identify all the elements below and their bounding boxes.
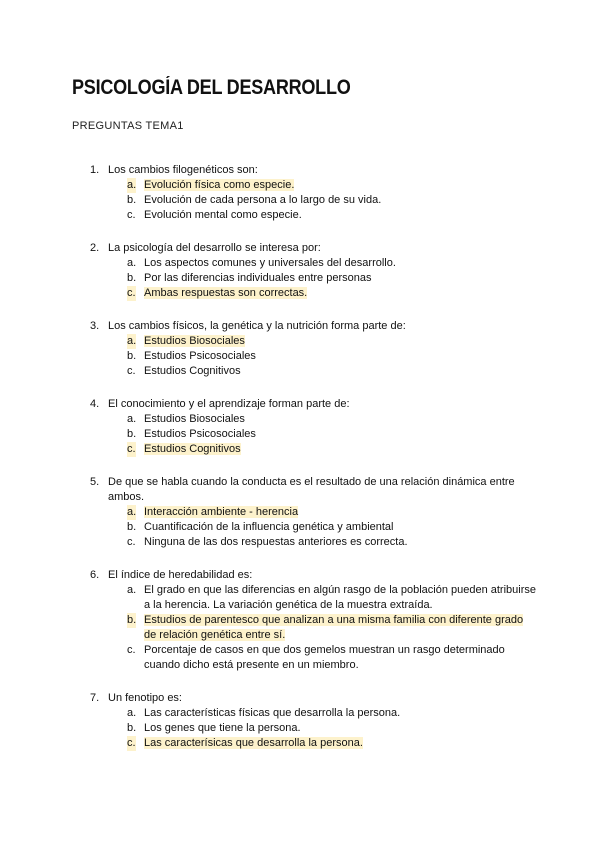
question-number: 7. bbox=[90, 692, 100, 704]
option-letter: a. bbox=[127, 257, 137, 269]
answer-option bbox=[0, 208, 600, 223]
answer-option bbox=[0, 643, 600, 673]
option-text: Estudios Cognitivos bbox=[144, 443, 241, 455]
option-text: Las caracterísicas que desarrolla la persona. bbox=[144, 737, 363, 749]
option-text-wrapper bbox=[144, 208, 536, 223]
answer-option bbox=[0, 721, 600, 736]
option-text: Estudios Psicosociales bbox=[144, 428, 256, 440]
option-text-wrapper bbox=[144, 721, 536, 736]
answer-option bbox=[0, 364, 600, 379]
question-number: 2. bbox=[90, 242, 100, 254]
option-text: Los aspectos comunes y universales del desarrollo. bbox=[144, 257, 396, 269]
option-text-wrapper bbox=[144, 178, 536, 193]
option-letter: b. bbox=[127, 722, 137, 734]
option-text: Ambas respuestas son correctas. bbox=[144, 287, 308, 299]
option-text: Porcentaje de casos en que dos gemelos muestran un rasgo determinado cuando dicho está presente en un miembro. bbox=[144, 644, 505, 671]
option-text-wrapper bbox=[144, 643, 536, 673]
option-text: Evolución mental como especie. bbox=[144, 209, 302, 221]
question-number: 3. bbox=[90, 320, 100, 332]
option-text: El grado en que las diferencias en algún rasgo de la población pueden atribuirse a la herencia. La variación genética de la muestra extraída. bbox=[144, 584, 536, 611]
option-text-wrapper bbox=[144, 505, 536, 520]
option-text: Evolución de cada persona a lo largo de su vida. bbox=[144, 194, 382, 206]
option-text-wrapper bbox=[144, 613, 536, 643]
option-text-wrapper bbox=[144, 427, 536, 442]
option-letter: b. bbox=[127, 614, 137, 626]
option-text: Estudios Biosociales bbox=[144, 413, 245, 425]
option-text: Estudios de parentesco que analizan a una misma familia con diferente grado de relación genética entre sí. bbox=[144, 614, 524, 641]
answer-option bbox=[0, 520, 600, 535]
option-letter: b. bbox=[127, 428, 137, 440]
answer-option-highlighted bbox=[0, 178, 600, 193]
question-text: El conocimiento y el aprendizaje forman parte de: bbox=[108, 398, 350, 410]
question-number: 5. bbox=[90, 476, 100, 488]
option-text: Por las diferencias individuales entre personas bbox=[144, 272, 372, 284]
question-text: Los cambios filogenéticos son: bbox=[108, 164, 258, 176]
answer-option bbox=[0, 349, 600, 364]
option-text-wrapper bbox=[144, 583, 536, 613]
answer-option-highlighted bbox=[0, 334, 600, 349]
option-letter: b. bbox=[127, 272, 137, 284]
option-text-wrapper bbox=[144, 736, 536, 751]
answer-option bbox=[0, 193, 600, 208]
question-number: 4. bbox=[90, 398, 100, 410]
answer-option bbox=[0, 271, 600, 286]
answer-option bbox=[0, 412, 600, 427]
answer-option-highlighted bbox=[0, 286, 600, 301]
option-text-wrapper bbox=[144, 520, 536, 535]
option-text-wrapper bbox=[144, 442, 536, 457]
question-item bbox=[0, 475, 600, 550]
answer-option-highlighted bbox=[0, 505, 600, 520]
question-item bbox=[0, 241, 600, 301]
option-letter: c. bbox=[127, 287, 136, 299]
option-text: Los genes que tiene la persona. bbox=[144, 722, 301, 734]
option-text: Estudios Psicosociales bbox=[144, 350, 256, 362]
option-text: Evolución física como especie. bbox=[144, 179, 295, 191]
answer-option bbox=[0, 427, 600, 442]
option-text-wrapper bbox=[144, 334, 536, 349]
answer-option bbox=[0, 535, 600, 550]
option-text-wrapper bbox=[144, 193, 536, 208]
option-text-wrapper bbox=[144, 364, 536, 379]
option-text-wrapper bbox=[144, 349, 536, 364]
option-text-wrapper bbox=[144, 706, 536, 721]
question-text: Los cambios físicos, la genética y la nutrición forma parte de: bbox=[108, 320, 406, 332]
option-text: Estudios Cognitivos bbox=[144, 365, 241, 377]
answer-option bbox=[0, 256, 600, 271]
answer-option-highlighted bbox=[0, 442, 600, 457]
answer-option bbox=[0, 706, 600, 721]
question-text: El índice de heredabilidad es: bbox=[108, 569, 253, 581]
option-text-wrapper bbox=[144, 256, 536, 271]
question-item bbox=[0, 397, 600, 457]
option-text: Ninguna de las dos respuestas anteriores es correcta. bbox=[144, 536, 408, 548]
option-letter: b. bbox=[127, 350, 137, 362]
option-letter: a. bbox=[127, 506, 137, 518]
option-text: Cuantificación de la influencia genética y ambiental bbox=[144, 521, 394, 533]
document-subtitle: PREGUNTAS TEMA1 bbox=[72, 120, 184, 132]
answer-option-highlighted bbox=[0, 613, 600, 643]
option-letter: c. bbox=[127, 209, 136, 221]
option-letter: c. bbox=[127, 536, 136, 548]
question-number: 1. bbox=[90, 164, 100, 176]
option-text: Las características físicas que desarrolla la persona. bbox=[144, 707, 401, 719]
document-title: PSICOLOGÍA DEL DESARROLLO bbox=[72, 76, 351, 99]
question-item bbox=[0, 163, 600, 223]
option-letter: c. bbox=[127, 365, 136, 377]
question-list bbox=[0, 163, 600, 769]
option-letter: a. bbox=[127, 179, 137, 191]
option-text: Interacción ambiente - herencia bbox=[144, 506, 299, 518]
option-text-wrapper bbox=[144, 412, 536, 427]
option-letter: c. bbox=[127, 443, 136, 455]
option-text-wrapper bbox=[144, 535, 536, 550]
question-item bbox=[0, 568, 600, 673]
answer-option-highlighted bbox=[0, 736, 600, 751]
option-letter: b. bbox=[127, 521, 137, 533]
question-text: La psicología del desarrollo se interesa por: bbox=[108, 242, 321, 254]
option-letter: a. bbox=[127, 584, 137, 596]
option-text-wrapper bbox=[144, 286, 536, 301]
option-letter: a. bbox=[127, 413, 137, 425]
option-letter: c. bbox=[127, 737, 136, 749]
question-number: 6. bbox=[90, 569, 100, 581]
option-letter: a. bbox=[127, 707, 137, 719]
question-text: De que se habla cuando la conducta es el resultado de una relación dinámica entre ambos. bbox=[108, 476, 515, 503]
answer-option bbox=[0, 583, 600, 613]
option-letter: a. bbox=[127, 335, 137, 347]
question-item bbox=[0, 691, 600, 751]
option-text: Estudios Biosociales bbox=[144, 335, 245, 347]
option-text-wrapper bbox=[144, 271, 536, 286]
option-letter: b. bbox=[127, 194, 137, 206]
question-text: Un fenotipo es: bbox=[108, 692, 182, 704]
option-letter: c. bbox=[127, 644, 136, 656]
question-item bbox=[0, 319, 600, 379]
